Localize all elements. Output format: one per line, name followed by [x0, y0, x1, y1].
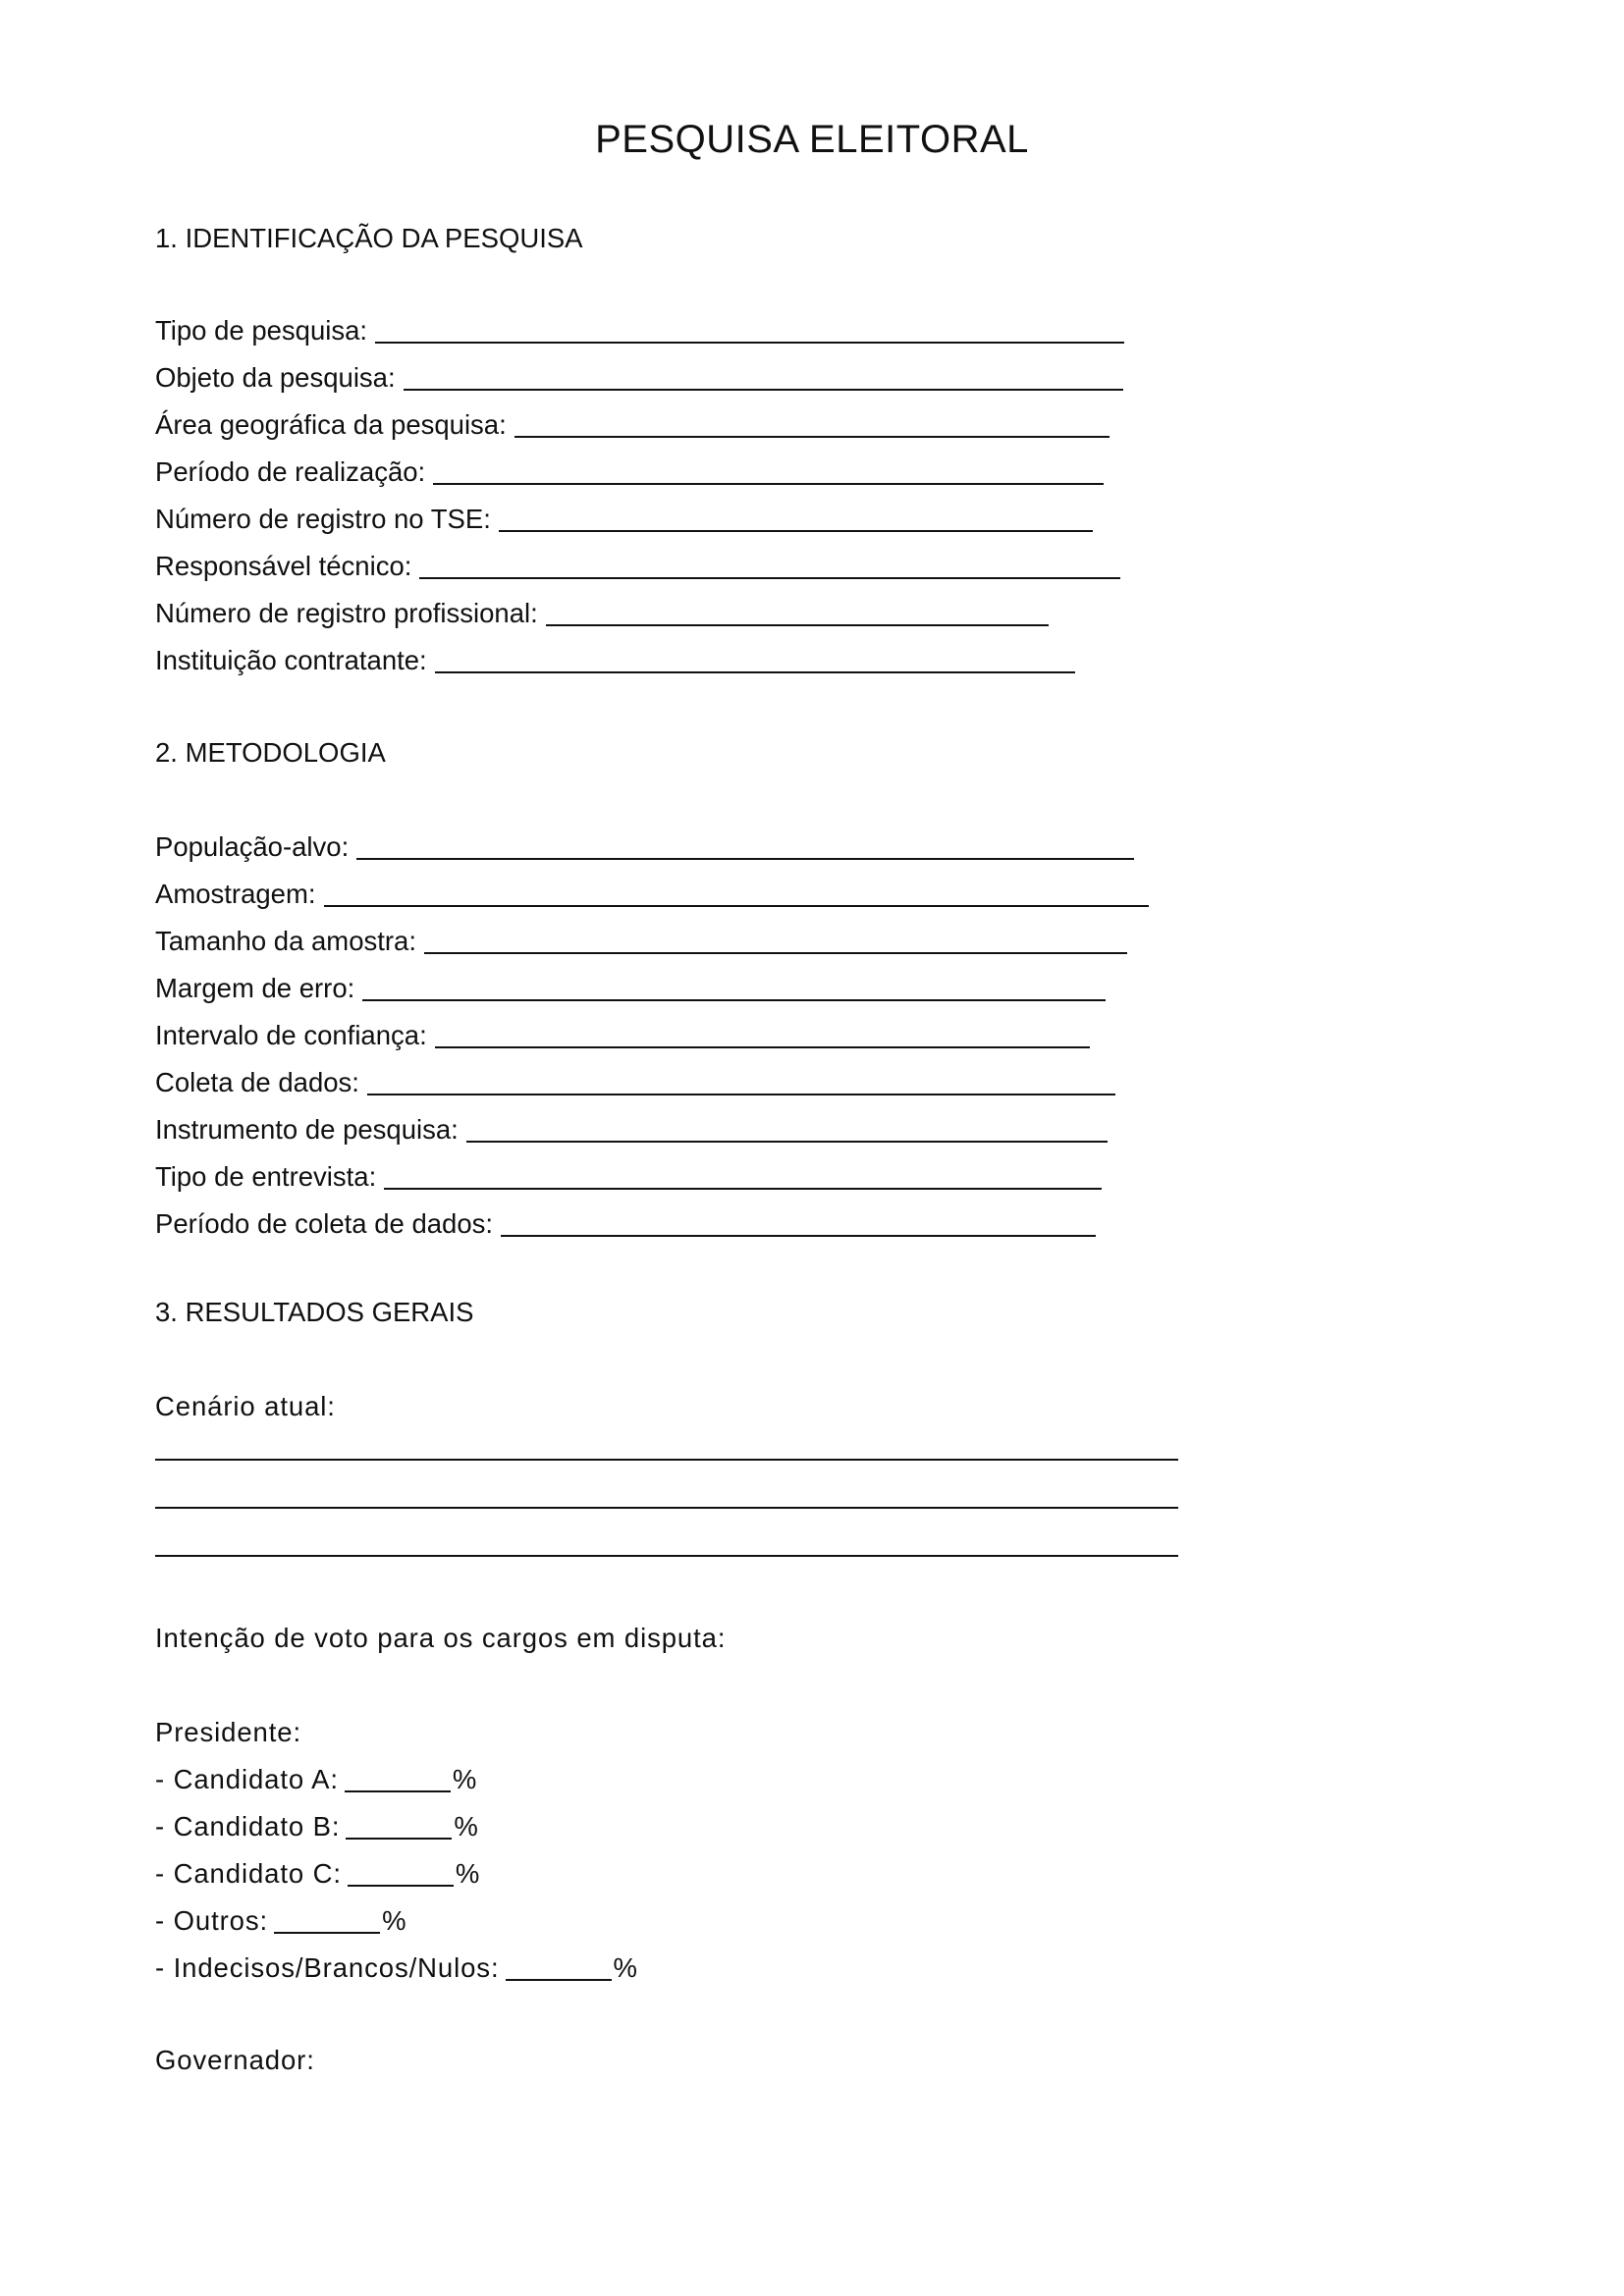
others-line: [155, 1904, 406, 1938]
vote-intention-label: Intenção de voto para os cargos em disputa:: [155, 1623, 727, 1653]
field-tipo-de-pesquisa: [155, 314, 1124, 347]
section-1-heading: 1. IDENTIFICAÇÃO DA PESQUISA: [155, 223, 583, 253]
percent-sign: %: [452, 1764, 478, 1794]
field-instrumento-de-pesquisa: [155, 1113, 1108, 1147]
candidate-label: - Outros:: [155, 1905, 269, 1936]
fill-in-line: [501, 1211, 1096, 1237]
fill-in-line: [433, 459, 1104, 485]
percent-blank: [348, 1861, 454, 1887]
field-tamanho-da-amostra: [155, 925, 1127, 958]
field-numero-registro-profissional: [155, 597, 1049, 630]
fill-in-line: [546, 601, 1049, 626]
field-label: Tamanho da amostra:: [155, 926, 416, 956]
percent-sign: %: [382, 1905, 407, 1936]
field-label: Margem de erro:: [155, 973, 355, 1003]
fill-in-line: [384, 1164, 1102, 1190]
fill-in-line: [375, 318, 1124, 344]
undecided-line: [155, 1951, 638, 1985]
field-label: Responsável técnico:: [155, 551, 412, 581]
president-label: Presidente:: [155, 1717, 302, 1747]
section-3-heading: 3. RESULTADOS GERAIS: [155, 1297, 474, 1327]
fill-in-line: [466, 1117, 1108, 1143]
field-area-geografica: [155, 408, 1110, 442]
field-label: Tipo de pesquisa:: [155, 315, 368, 346]
field-objeto-da-pesquisa: [155, 361, 1123, 395]
candidate-label: - Indecisos/Brancos/Nulos:: [155, 1952, 500, 1983]
fill-in-line: [362, 976, 1106, 1001]
field-label: Intervalo de confiança:: [155, 1020, 427, 1050]
field-label: Tipo de entrevista:: [155, 1161, 377, 1192]
field-label: Objeto da pesquisa:: [155, 362, 396, 393]
candidate-b-line: [155, 1810, 479, 1843]
fill-in-line: [424, 929, 1127, 954]
field-label: População-alvo:: [155, 831, 350, 862]
field-label: Número de registro no TSE:: [155, 504, 491, 534]
percent-blank: [346, 1814, 452, 1840]
percent-sign: %: [454, 1811, 479, 1842]
candidate-a-line: [155, 1763, 477, 1796]
field-coleta-de-dados: [155, 1066, 1115, 1099]
field-intervalo-de-confianca: [155, 1019, 1090, 1052]
fill-in-line: [356, 834, 1134, 860]
fill-in-line: [367, 1070, 1115, 1095]
fill-in-line: [514, 412, 1110, 438]
field-label: Instrumento de pesquisa:: [155, 1114, 459, 1145]
section-2-heading: 2. METODOLOGIA: [155, 737, 386, 768]
document-title: PESQUISA ELEITORAL: [595, 118, 1029, 161]
field-instituicao-contratante: [155, 644, 1075, 677]
field-tipo-de-entrevista: [155, 1160, 1102, 1194]
percent-sign: %: [455, 1858, 481, 1889]
fill-in-line: [435, 648, 1075, 673]
field-amostragem: [155, 878, 1149, 911]
field-label: Coleta de dados:: [155, 1067, 359, 1097]
candidate-c-line: [155, 1857, 480, 1891]
percent-blank: [506, 1955, 612, 1981]
percent-blank: [274, 1908, 380, 1934]
field-populacao-alvo: [155, 830, 1134, 864]
governor-label: Governador:: [155, 2045, 315, 2075]
candidate-label: - Candidato B:: [155, 1811, 341, 1842]
scenario-label: Cenário atual:: [155, 1391, 336, 1421]
field-numero-registro-tse: [155, 503, 1093, 536]
fill-in-line: [499, 507, 1093, 532]
fill-in-line: [404, 365, 1123, 391]
percent-sign: %: [613, 1952, 638, 1983]
field-periodo-de-realizacao: [155, 455, 1104, 489]
field-label: Área geográfica da pesquisa:: [155, 409, 507, 440]
field-responsavel-tecnico: [155, 550, 1120, 583]
candidate-label: - Candidato A:: [155, 1764, 339, 1794]
field-label: Número de registro profissional:: [155, 598, 538, 628]
fill-in-line: [435, 1023, 1090, 1048]
scenario-line-1: [155, 1459, 1178, 1461]
scenario-line-3: [155, 1555, 1178, 1557]
field-label: Instituição contratante:: [155, 645, 427, 675]
fill-in-line: [419, 554, 1120, 579]
field-label: Período de realização:: [155, 456, 426, 487]
field-label: Período de coleta de dados:: [155, 1208, 494, 1239]
percent-blank: [345, 1767, 451, 1792]
candidate-label: - Candidato C:: [155, 1858, 342, 1889]
fill-in-line: [324, 881, 1149, 907]
field-margem-de-erro: [155, 972, 1106, 1005]
field-periodo-de-coleta: [155, 1207, 1096, 1241]
scenario-line-2: [155, 1507, 1178, 1509]
field-label: Amostragem:: [155, 879, 316, 909]
